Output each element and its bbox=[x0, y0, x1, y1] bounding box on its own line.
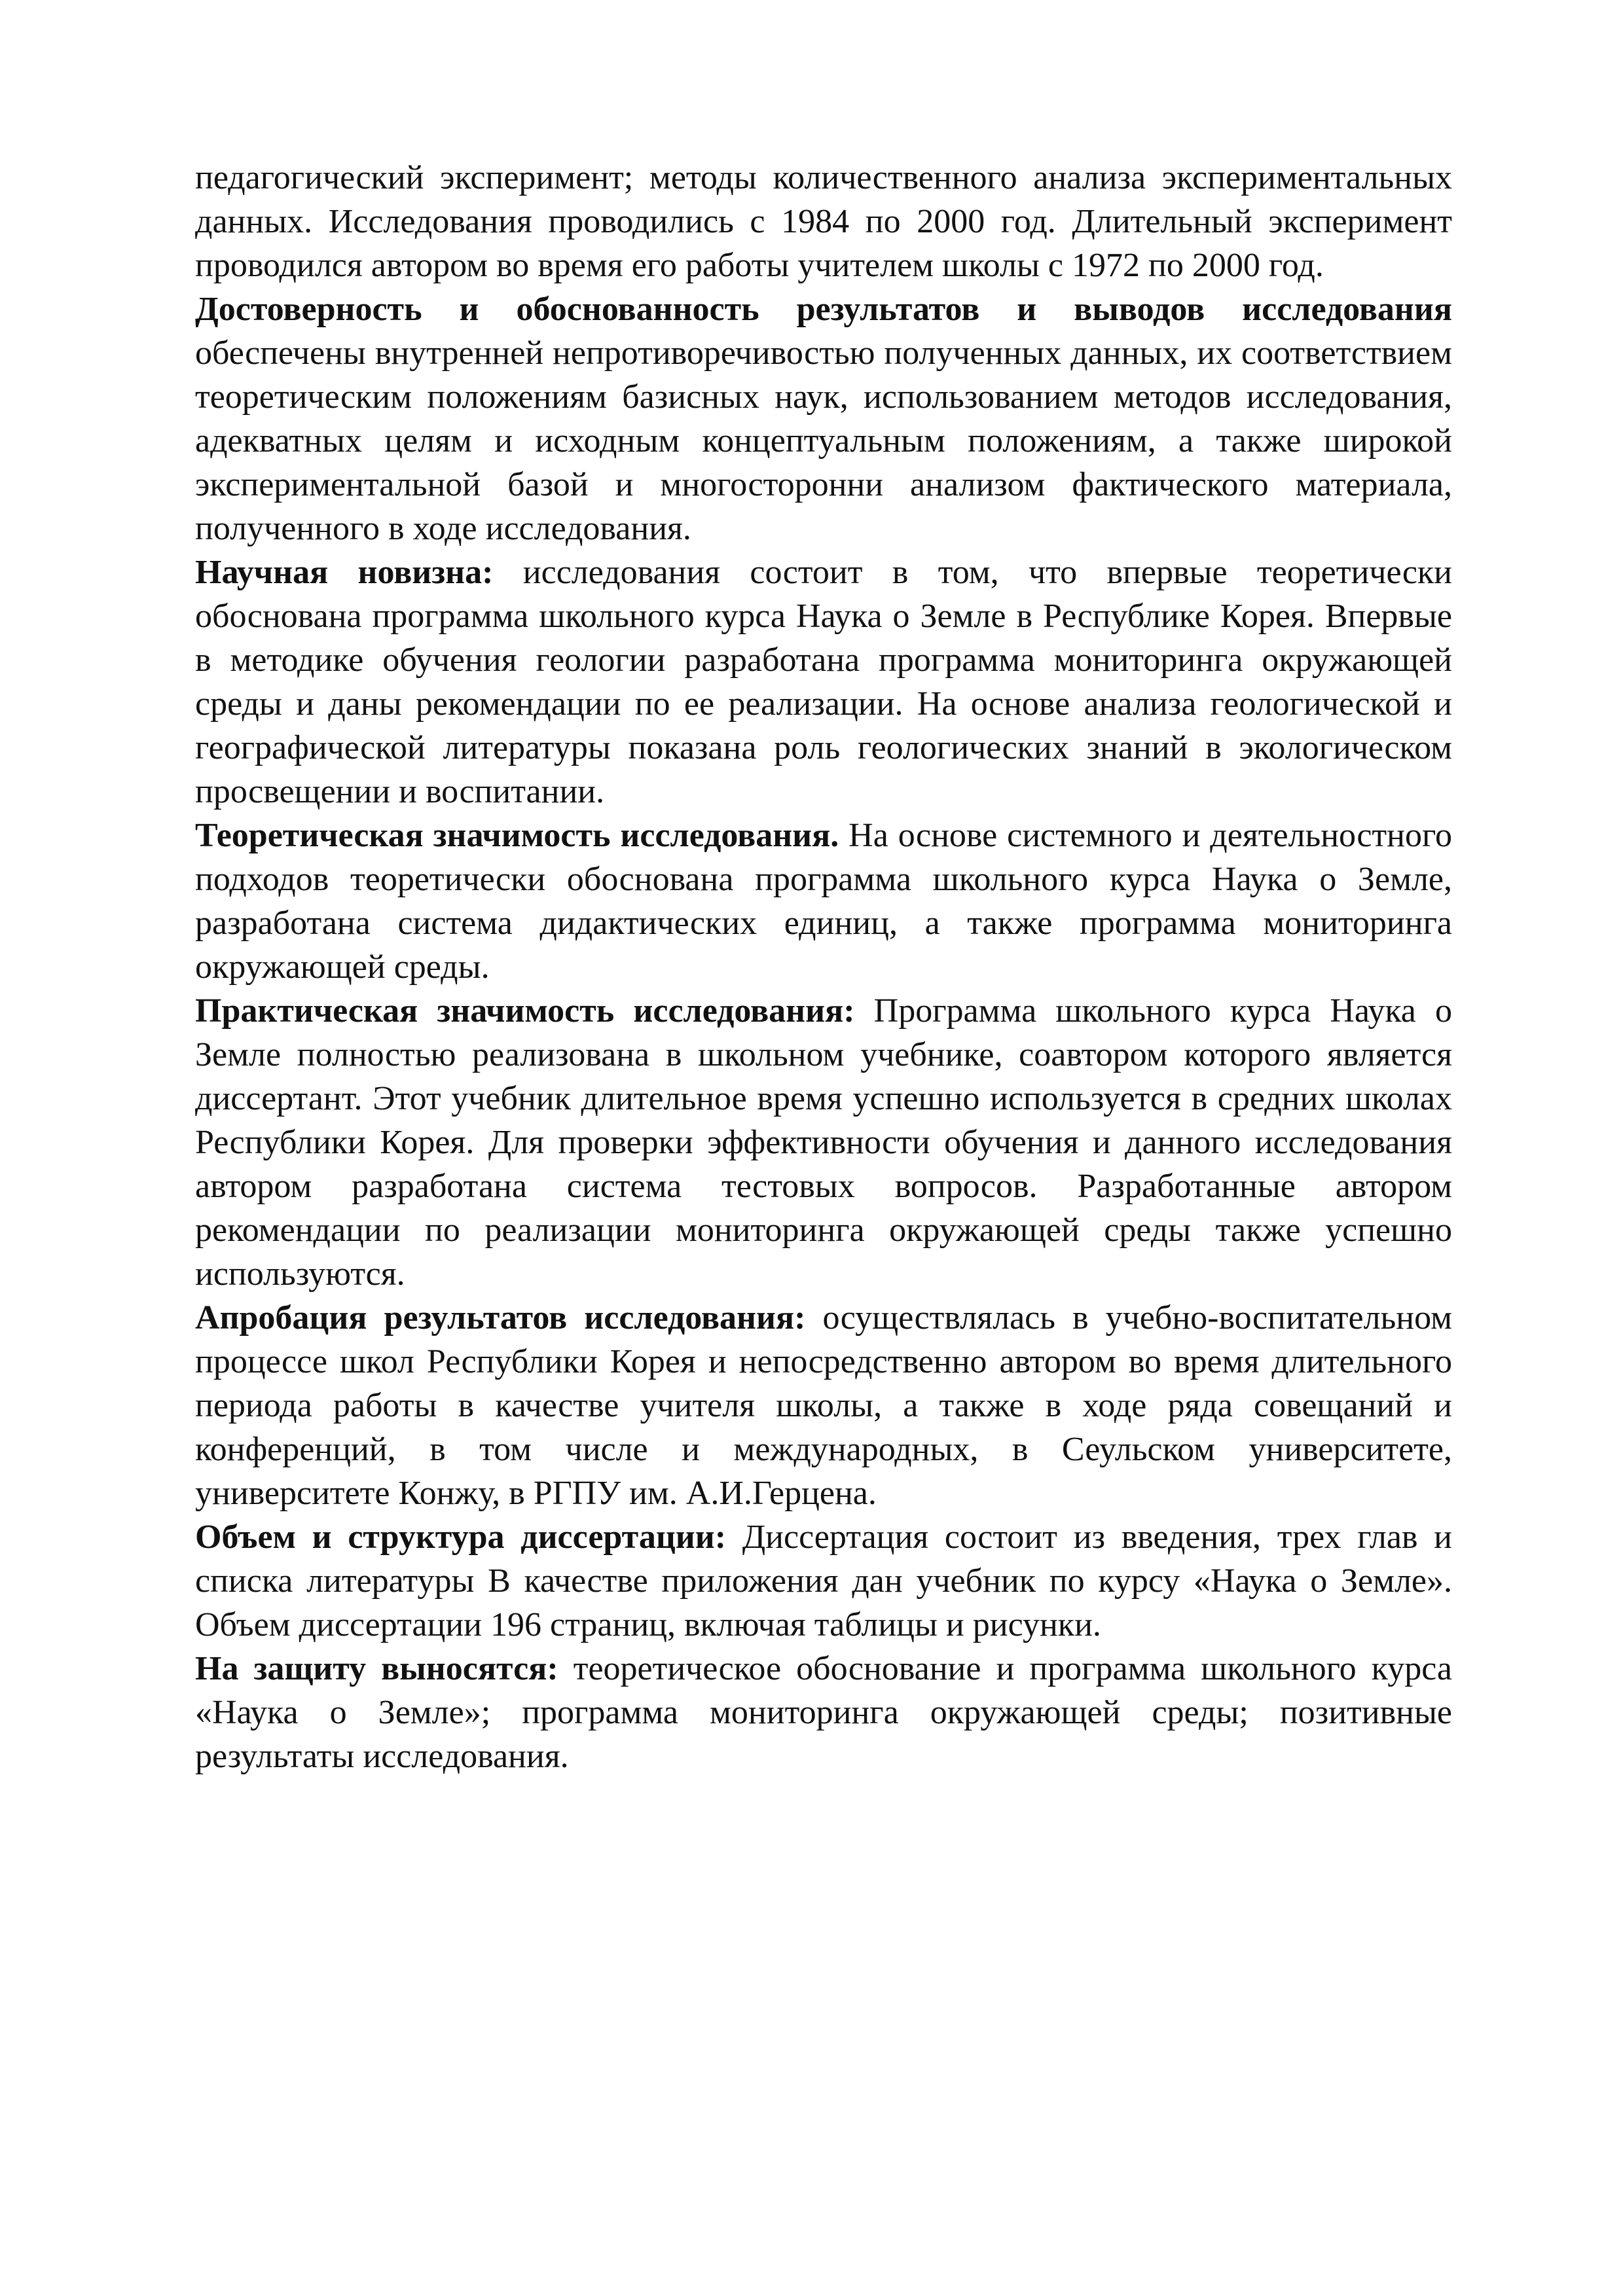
paragraph-heading: Научная новизна: bbox=[195, 554, 494, 591]
paragraph-methods bbox=[195, 156, 1452, 287]
paragraph-text: исследования состоит в том, что впервые теоретически обоснована программа школьного курса Наука о Земле в Республике Корея. Впервые в методике обучения геологии разработана программа мониторинга окружающей среды и даны рекомендации по ее реализации. На основе анализа геологической и географической литературы показана роль геологических знаний в экологическом просвещении и воспитании. bbox=[195, 554, 1453, 810]
paragraph-text: Диссертация состоит из введения, трех глав и списка литературы В качестве приложения дан учебник по курсу «Наука о Земле». Объем диссертации 196 страниц, включая таблицы и рисунки. bbox=[195, 1518, 1452, 1643]
paragraph-heading: Объем и структура диссертации: bbox=[195, 1518, 727, 1556]
paragraph-text: Программа школьного курса Наука о Земле полностью реализована в школьном учебнике, соавтором которого является диссертант. Этот учебник длительное время успешно используется в средних школах Республики Корея. Для проверки эффективности обучения и данного исследования автором разработана система тестовых вопросов. Разработанные автором рекомендации по реализации мониторинга окружающей среды также успешно используются. bbox=[195, 992, 1452, 1293]
paragraph-approbation bbox=[195, 1296, 1452, 1515]
paragraph-text: осуществлялась в учебно-воспитательном процессе школ Республики Корея и непосредственно автором во время длительного периода работы в качестве учителя школы, а также в ходе ряда совещаний и конференций, в том числе и международных, в Сеульском университете, университете Конжу, в РГПУ им. А.И.Герцена. bbox=[195, 1299, 1452, 1512]
paragraph-reliability bbox=[195, 287, 1452, 550]
paragraph-text: На основе системного и деятельностного подходов теоретически обоснована программа школьного курса Наука о Земле, разработана система дидактических единиц, а также программа мониторинга окружающей среды. bbox=[195, 817, 1453, 986]
paragraph-heading: Апробация результатов исследования: bbox=[195, 1299, 806, 1336]
paragraph-heading: Достоверность и обоснованность результатов и выводов исследования bbox=[195, 291, 1452, 328]
paragraph-structure bbox=[195, 1515, 1452, 1647]
document-page bbox=[195, 156, 1452, 1778]
paragraph-theoretical-significance bbox=[195, 814, 1452, 989]
paragraph-heading: Практическая значимость исследования: bbox=[195, 992, 855, 1030]
paragraph-text: педагогический эксперимент; методы количественного анализа экспериментальных данных. Исследования проводились с 1984 по 2000 год. Длительный эксперимент проводился автором во время его работы учителем школы с 1972 по 2000 год. bbox=[195, 159, 1452, 284]
paragraph-practical-significance bbox=[195, 989, 1452, 1296]
paragraph-novelty bbox=[195, 550, 1452, 814]
paragraph-heading: На защиту выносятся: bbox=[195, 1650, 558, 1687]
paragraph-text: теоретическое обоснование и программа школьного курса «Наука о Земле»; программа мониторинга окружающей среды; позитивные результаты исследования. bbox=[195, 1650, 1453, 1775]
paragraph-defense-theses bbox=[195, 1647, 1452, 1778]
paragraph-text: обеспечены внутренней непротиворечивостью полученных данных, их соответствием теоретическим положениям базисных наук, использованием методов исследования, адекватных целям и исходным концептуальным положениям, а также широкой экспериментальной базой и многосторонни анализом фактического материала, полученного в ходе исследования. bbox=[195, 334, 1452, 547]
paragraph-heading: Теоретическая значимость исследования. bbox=[195, 817, 839, 854]
